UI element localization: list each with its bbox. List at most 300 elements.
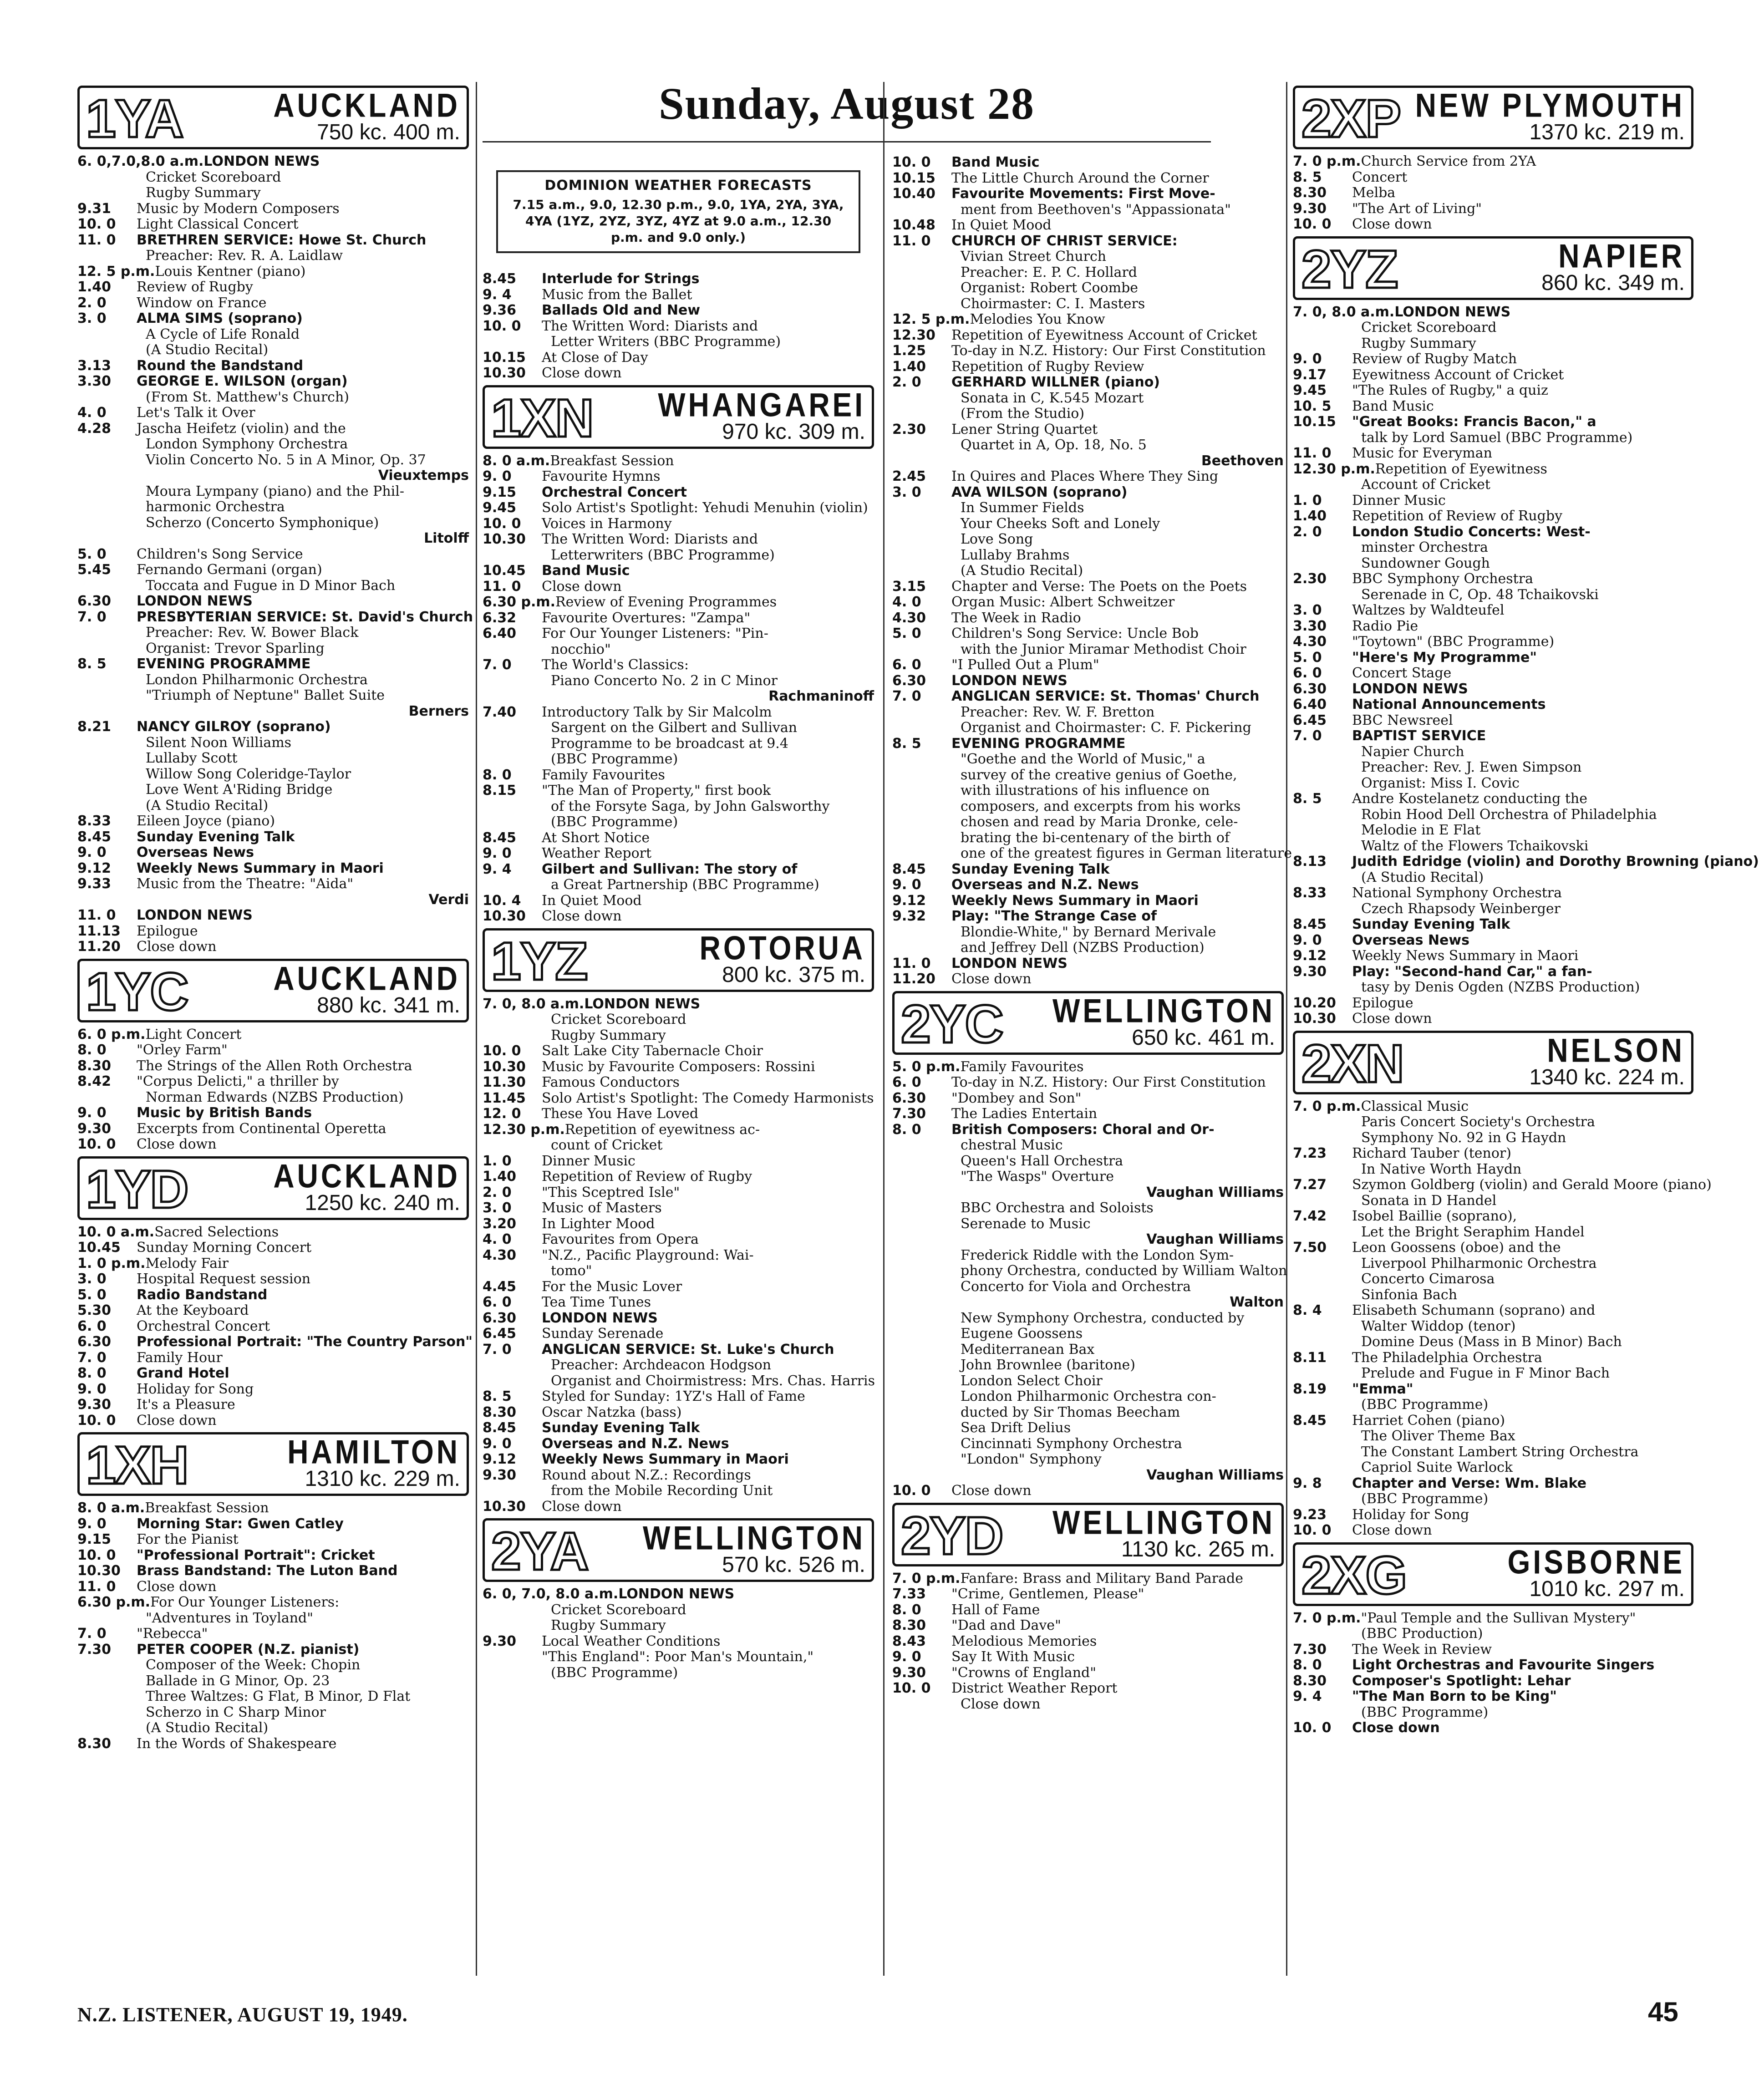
- programme-title: Review of Rugby: [137, 279, 253, 295]
- programme-time: 10.48: [892, 217, 935, 233]
- programme-entry: [483, 366, 874, 381]
- station-header: [1293, 1542, 1693, 1606]
- programme-time: 11.20: [77, 939, 121, 955]
- programme-time: 10.30: [483, 908, 526, 924]
- programme-time: 6. 0: [1293, 665, 1322, 681]
- programme-time: 9.30: [483, 1633, 517, 1649]
- programme-detail: Moura Lympany (piano) and the Phil-: [146, 483, 405, 499]
- programme-detail: Prelude and Fugue in F Minor Bach: [1361, 1365, 1610, 1381]
- programme-time: 1. 0 p.m.: [77, 1255, 146, 1271]
- programme-time: 6. 0: [483, 1294, 512, 1310]
- programme-entry: [77, 924, 469, 940]
- programme-time: 2.30: [892, 421, 926, 437]
- programme-time: 4.30: [892, 610, 926, 626]
- programme-title: Organ Music: Albert Schweitzer: [951, 594, 1175, 610]
- programme-entry: [483, 500, 874, 516]
- programme-entry: [483, 705, 874, 721]
- station-callsign: 2YZ: [1301, 239, 1398, 300]
- programme-title: "The Art of Living": [1352, 200, 1482, 217]
- programme-title: The Week in Review: [1352, 1641, 1492, 1658]
- programme-time: 9.12: [1293, 948, 1327, 964]
- programme-title: Play: "The Strange Case of: [951, 908, 1157, 924]
- programme-title: Favourites from Opera: [542, 1231, 699, 1247]
- station-city: HAMILTON: [287, 1433, 460, 1471]
- programme-entry: [77, 845, 469, 861]
- programme-entry: [483, 1091, 874, 1107]
- programme-entry: [892, 312, 1284, 328]
- programme-entry: [892, 1586, 1284, 1602]
- programme-title: Music from the Ballet: [542, 286, 692, 303]
- programme-detail: of the Forsyte Saga, by John Galsworthy: [551, 798, 830, 814]
- programme-time: 6.40: [1293, 697, 1327, 712]
- programme-title: GEORGE E. WILSON (organ): [137, 373, 348, 389]
- programme-detail: Lullaby Scott: [146, 750, 238, 766]
- station-frequency: 570 kc. 526 m.: [722, 1553, 865, 1577]
- programme-title: Melodies You Know: [970, 311, 1105, 327]
- station-callsign: 1YC: [86, 961, 188, 1022]
- programme-title: Voices in Harmony: [542, 515, 672, 532]
- programme-entry: [77, 154, 469, 170]
- programme-time: 10.40: [892, 186, 935, 202]
- station-info: [1407, 86, 1685, 144]
- programme-detail: Sonata in C, K.545 Mozart: [961, 390, 1144, 406]
- station-callsign: 1YA: [86, 89, 183, 149]
- station-city: WHANGAREI: [658, 386, 865, 423]
- station-city: WELLINGTON: [1052, 1503, 1275, 1541]
- programme-time: 11. 0: [77, 232, 116, 248]
- programme-title: Overseas and N.Z. News: [542, 1435, 729, 1452]
- programme-time: 10. 0 a.m.: [77, 1224, 155, 1240]
- programme-time: 5. 0: [77, 1286, 107, 1303]
- programme-time: 8. 0: [892, 1121, 921, 1138]
- programme-detail: A Cycle of Life Ronald: [146, 326, 300, 342]
- programme-entry: [77, 719, 469, 735]
- programme-time: 10.30: [483, 365, 526, 381]
- programme-time: 6.45: [483, 1326, 517, 1342]
- programme-time: 4.28: [77, 420, 112, 437]
- programme-detail: Ballade in G Minor, Op. 23: [146, 1673, 330, 1689]
- programme-time: 8. 0: [77, 1365, 107, 1381]
- programme-time: 9. 0: [483, 1435, 512, 1452]
- programme-detail: Czech Rhapsody Weinberger: [1361, 900, 1561, 917]
- station-header: [1293, 1031, 1693, 1094]
- programme-detail: nocchio": [551, 641, 611, 657]
- programme-time: 7. 0: [77, 1626, 107, 1642]
- programme-time: 6.30: [892, 672, 926, 689]
- page-number: 45: [1648, 1997, 1678, 2027]
- programme-title: In Quiet Mood: [951, 217, 1052, 233]
- programme-title: Harriet Cohen (piano): [1352, 1412, 1505, 1429]
- programme-entry: [1293, 351, 1693, 367]
- programme-time: 4. 0: [483, 1231, 512, 1247]
- programme-entry: [892, 171, 1284, 187]
- programme-title: "Toytown" (BBC Programme): [1352, 634, 1555, 650]
- programme-time: 11. 0: [892, 233, 931, 249]
- programme-entry: [1293, 1350, 1693, 1366]
- programme-entry: [1293, 728, 1693, 744]
- station-callsign: 1YZ: [491, 931, 587, 992]
- programme-entry: [1293, 634, 1693, 650]
- programme-entry: [1293, 948, 1693, 964]
- programme-time: 6. 0 p.m.: [77, 1026, 146, 1042]
- programme-time: 10.15: [483, 349, 526, 366]
- programme-detail: ducted by Sir Thomas Beecham: [961, 1404, 1180, 1420]
- programme-title: "Great Books: Francis Bacon," a: [1352, 414, 1596, 430]
- programme-time: 6.40: [483, 625, 517, 641]
- programme-time: 5.45: [77, 562, 112, 578]
- programme-time: 10.30: [483, 1058, 526, 1075]
- programme-time: 10.15: [892, 170, 935, 186]
- programme-time: 6. 0,7.0,8.0 a.m.: [77, 153, 204, 169]
- programme-entry: [1293, 305, 1693, 320]
- programme-time: 7.50: [1293, 1240, 1327, 1256]
- programme-time: 4. 0: [77, 405, 107, 421]
- programme-detail: Piano Concerto No. 2 in C Minor: [551, 672, 778, 689]
- programme-title: The World's Classics:: [542, 657, 689, 673]
- programme-title: In Quires and Places Where They Sing: [951, 468, 1219, 484]
- programme-entry: [1293, 185, 1693, 201]
- programme-entry: [483, 997, 874, 1012]
- programme-detail: Cricket Scoreboard: [146, 169, 281, 185]
- programme-entry: [1293, 1240, 1693, 1256]
- programme-title: Excerpts from Continental Operetta: [137, 1120, 386, 1137]
- programme-time: 9.45: [483, 500, 517, 516]
- programme-entry: [1293, 399, 1693, 415]
- programme-entry: [1293, 1658, 1693, 1673]
- programme-time: 4.45: [483, 1278, 517, 1295]
- programme-title: Chapter and Verse: Wm. Blake: [1352, 1475, 1586, 1491]
- programme-entry: [1293, 446, 1693, 462]
- programme-entry: [483, 783, 874, 799]
- programme-title: CHURCH OF CHRIST SERVICE:: [951, 233, 1178, 249]
- programme-time: 9. 0: [892, 1649, 921, 1665]
- publication-footer: N.Z. LISTENER, AUGUST 19, 1949.: [77, 2003, 408, 2026]
- page-title: Sunday, August 28: [658, 78, 1035, 129]
- programme-title: It's a Pleasure: [137, 1397, 235, 1413]
- station-frequency: 1130 kc. 265 m.: [1121, 1537, 1275, 1561]
- programme-entry: [483, 1122, 874, 1138]
- programme-title: Say It With Music: [951, 1649, 1075, 1665]
- programme-entry: [1293, 414, 1693, 430]
- programme-time: 3. 0: [77, 1271, 107, 1287]
- programme-title: The Written Word: Diarists and: [542, 531, 758, 547]
- programme-time: 8. 5: [1293, 169, 1322, 185]
- programme-entry: [1293, 650, 1693, 666]
- programme-entry: [77, 1225, 469, 1241]
- station-city: NELSON: [1547, 1031, 1685, 1069]
- programme-time: 8. 5: [892, 735, 921, 752]
- programme-entry: [892, 956, 1284, 972]
- programme-title: Waltzes by Waldteufel: [1352, 602, 1505, 618]
- programme-time: 6.32: [483, 610, 517, 626]
- programme-time: 8. 0 a.m.: [77, 1500, 145, 1516]
- programme-time: 9. 0: [77, 1515, 107, 1532]
- column-divider: [1286, 82, 1287, 1976]
- programme-detail: Mediterranean Bax: [961, 1341, 1095, 1358]
- programme-entry: [1293, 217, 1693, 233]
- programme-time: 5. 0: [892, 625, 921, 641]
- station-city: NAPIER: [1558, 237, 1685, 275]
- programme-detail: BBC Orchestra and Soloists: [961, 1200, 1154, 1216]
- programme-title: Fanfare: Brass and Military Band Parade: [960, 1570, 1243, 1586]
- programme-entry: [1293, 666, 1693, 681]
- programme-title: Sunday Serenade: [542, 1326, 664, 1342]
- programme-entry: [483, 1499, 874, 1515]
- programme-entry: [892, 579, 1284, 595]
- programme-title: Close down: [1352, 1522, 1432, 1538]
- programme-entry: [892, 610, 1284, 626]
- programme-time: 11. 0: [77, 1578, 116, 1595]
- programme-entry: [892, 1483, 1284, 1499]
- programme-detail: Sinfonia Bach: [1361, 1286, 1458, 1303]
- programme-detail: Sonata in D Handel: [1361, 1192, 1497, 1209]
- programme-entry: [77, 814, 469, 829]
- programme-entry: [1293, 854, 1759, 870]
- programme-entry: [892, 186, 1284, 202]
- programme-detail: Your Cheeks Soft and Lonely: [961, 515, 1160, 532]
- programme-detail: Serenade in C, Op. 48 Tchaikovski: [1361, 586, 1599, 603]
- programme-detail: chosen and read by Maria Dronke, cele-: [961, 814, 1238, 830]
- programme-time: 8. 5: [483, 1388, 512, 1404]
- programme-entry: [892, 343, 1284, 359]
- programme-time: 10. 0: [1293, 216, 1332, 232]
- programme-title: "Professional Portrait": Cricket: [137, 1547, 375, 1563]
- programme-time: 6.45: [1293, 712, 1327, 728]
- programme-entry: [483, 846, 874, 862]
- programme-title: Music for Everyman: [1352, 445, 1492, 461]
- programme-entry: [892, 626, 1284, 642]
- programme-time: 9. 0: [892, 877, 921, 893]
- programme-title: LONDON NEWS: [951, 672, 1068, 689]
- programme-entry: [483, 1436, 874, 1452]
- programme-time: 3. 0: [892, 484, 921, 500]
- programme-entry: [483, 579, 874, 595]
- programme-title: LONDON NEWS: [137, 593, 253, 609]
- programme-detail: Composer of the Week: Chopin: [146, 1657, 361, 1673]
- programme-time: 10.30: [77, 1563, 121, 1579]
- programme-title: Close down: [1352, 1011, 1432, 1027]
- programme-title: Holiday for Song: [1352, 1506, 1469, 1523]
- programme-entry: [1293, 571, 1693, 587]
- programme-detail: London Select Choir: [961, 1373, 1103, 1389]
- programme-time: 7. 0: [77, 1349, 107, 1366]
- programme-time: 8. 5: [1293, 791, 1322, 807]
- programme-entry: [77, 421, 469, 437]
- programme-title: "This Sceptred Isle": [542, 1184, 680, 1200]
- programme-entry: [483, 303, 874, 319]
- programme-title: Music by Favourite Composers: Rossini: [542, 1058, 815, 1075]
- programme-time: 12. 5 p.m.: [77, 263, 155, 280]
- programme-entry: [483, 1649, 874, 1665]
- programme-detail: New Symphony Orchestra, conducted by: [961, 1310, 1245, 1326]
- programme-entry: [483, 1279, 874, 1295]
- station-city: AUCKLAND: [273, 1157, 460, 1195]
- programme-entry: [892, 1122, 1284, 1138]
- programme-time: 5. 0: [1293, 649, 1322, 666]
- programme-entry: [1293, 791, 1693, 807]
- programme-title: In Lighter Mood: [542, 1215, 655, 1232]
- programme-title: "Corpus Delicti," a thriller by: [137, 1073, 339, 1089]
- programme-entry: [77, 908, 469, 924]
- programme-entry: [483, 909, 874, 925]
- programme-time: 7. 0 p.m.: [1293, 153, 1361, 169]
- programme-title: "This England": Poor Man's Mountain,": [542, 1649, 814, 1665]
- programme-detail: (BBC Programme): [551, 814, 678, 830]
- programme-title: BBC Newsreel: [1352, 712, 1453, 728]
- programme-detail: survey of the creative genius of Goethe,: [961, 767, 1237, 783]
- programme-time: 9. 0: [483, 468, 512, 484]
- programme-title: Round about N.Z.: Recordings: [542, 1467, 751, 1483]
- composer-credit: Vaughan Williams: [1146, 1184, 1284, 1200]
- composer-credit: Vaughan Williams: [1146, 1467, 1284, 1483]
- station-city: WELLINGTON: [643, 1519, 865, 1557]
- programme-time: 10. 0: [892, 154, 931, 170]
- programme-detail: (BBC Production): [1361, 1626, 1483, 1642]
- programme-title: LONDON NEWS: [137, 907, 253, 923]
- programme-entry: [483, 1043, 874, 1059]
- programme-detail: Napier Church: [1361, 743, 1464, 760]
- programme-title: Favourite Hymns: [542, 468, 661, 484]
- programme-detail: "London" Symphony: [961, 1451, 1102, 1467]
- programme-time: 7.27: [1293, 1177, 1327, 1193]
- programme-entry: [77, 1579, 469, 1595]
- programme-title: Let's Talk it Over: [137, 405, 255, 421]
- programme-detail: Preacher: E. P. C. Hollard: [961, 264, 1137, 280]
- programme-entry: [77, 1563, 469, 1579]
- programme-title: Round the Bandstand: [137, 357, 304, 374]
- programme-title: Louis Kentner (piano): [155, 263, 306, 280]
- station-info: [593, 929, 865, 987]
- programme-time: 8.42: [77, 1073, 112, 1089]
- programme-detail: Willow Song Coleridge-Taylor: [146, 766, 351, 782]
- programme-entry: [892, 422, 1284, 438]
- station-header: [483, 385, 874, 449]
- programme-time: 2.45: [892, 468, 926, 484]
- programme-entry: [77, 1105, 469, 1121]
- programme-entry: [77, 876, 469, 892]
- programme-entry: [1293, 917, 1693, 933]
- programme-detail: composers, and excerpts from his works: [961, 798, 1241, 814]
- programme-title: Close down: [137, 1578, 217, 1595]
- station-frequency: 1010 kc. 297 m.: [1529, 1576, 1685, 1601]
- programme-entry: [892, 971, 1284, 987]
- programme-entry: [77, 264, 469, 280]
- programme-title: Leon Goossens (oboe) and the: [1352, 1240, 1561, 1256]
- programme-detail: Violin Concerto No. 5 in A Minor, Op. 37: [146, 452, 426, 468]
- programme-title: BRETHREN SERVICE: Howe St. Church: [137, 232, 427, 248]
- programme-title: PRESBYTERIAN SERVICE: St. David's Church: [137, 609, 473, 625]
- programme-time: 1.40: [892, 358, 926, 375]
- programme-title: Close down: [951, 1483, 1032, 1499]
- programme-detail: Norman Edwards (NZBS Production): [146, 1089, 404, 1105]
- programme-entry: [1293, 1673, 1693, 1689]
- programme-entry: [483, 469, 874, 485]
- programme-time: 3. 0: [77, 310, 107, 326]
- programme-entry: [1293, 1011, 1693, 1027]
- programme-title: Local Weather Conditions: [542, 1633, 721, 1649]
- programme-entry: [1293, 996, 1693, 1012]
- programme-entry: [77, 1027, 469, 1043]
- programme-entry: [892, 1091, 1284, 1107]
- programme-detail: Melodie in E Flat: [1361, 822, 1481, 838]
- station-frequency: 1370 kc. 219 m.: [1529, 120, 1685, 144]
- programme-detail: In Native Worth Haydn: [1361, 1161, 1522, 1177]
- programme-detail: minster Orchestra: [1361, 539, 1488, 555]
- programme-time: 8.30: [1293, 1673, 1327, 1689]
- programme-time: 3.13: [77, 357, 112, 374]
- programme-title: Grand Hotel: [137, 1365, 229, 1381]
- programme-title: EVENING PROGRAMME: [137, 656, 311, 672]
- programme-entry: [892, 1649, 1284, 1665]
- programme-title: LONDON NEWS: [618, 1586, 735, 1602]
- programme-title: Oscar Natzka (bass): [542, 1404, 682, 1420]
- programme-title: Close down: [542, 1498, 622, 1515]
- programme-title: Solo Artist's Spotlight: The Comedy Harmonists: [542, 1090, 874, 1106]
- programme-title: National Symphony Orchestra: [1352, 885, 1562, 901]
- programme-detail: Organist: Trevor Sparling: [146, 640, 325, 656]
- programme-entry: [1293, 681, 1693, 697]
- programme-title: Children's Song Service: [137, 546, 303, 562]
- programme-title: Close down: [542, 908, 622, 924]
- programme-detail: Letter Writers (BBC Programme): [551, 334, 781, 350]
- programme-entry: [483, 1059, 874, 1075]
- programme-entry: [77, 861, 469, 877]
- programme-detail: (BBC Programme): [551, 751, 678, 767]
- programme-entry: [892, 1059, 1284, 1075]
- programme-detail: from the Mobile Recording Unit: [551, 1483, 773, 1499]
- programme-title: "Paul Temple and the Sullivan Mystery": [1361, 1610, 1636, 1626]
- programme-detail: Walter Widdop (tenor): [1361, 1318, 1516, 1334]
- programme-detail: (A Studio Recital): [1361, 869, 1484, 885]
- programme-entry: [483, 1342, 874, 1358]
- programme-title: Morning Star: Gwen Catley: [137, 1515, 344, 1532]
- programme-time: 10. 0: [77, 216, 116, 232]
- programme-time: 9.33: [77, 876, 112, 892]
- programme-time: 9.30: [77, 1120, 112, 1137]
- programme-title: "I Pulled Out a Plum": [951, 657, 1099, 673]
- programme-title: Isobel Baillie (soprano),: [1352, 1208, 1517, 1224]
- programme-time: 11.30: [483, 1074, 526, 1090]
- programme-time: 2. 0: [483, 1184, 512, 1200]
- programme-time: 9. 4: [483, 861, 512, 877]
- programme-entry: [483, 830, 874, 846]
- programme-title: Music from the Theatre: "Aida": [137, 876, 354, 892]
- station-info: [194, 1157, 460, 1215]
- programme-title: Review of Evening Programmes: [555, 594, 777, 610]
- programme-title: Epilogue: [137, 923, 198, 939]
- programme-title: Lener String Quartet: [951, 421, 1098, 437]
- programme-time: 11. 0: [892, 955, 931, 971]
- programme-title: LONDON NEWS: [584, 996, 701, 1012]
- programme-time: 12. 0: [483, 1106, 521, 1122]
- programme-entry: [483, 1468, 874, 1484]
- programme-title: Close down: [137, 1136, 217, 1152]
- programme-title: Repetition of eyewitness ac-: [564, 1121, 760, 1138]
- programme-entry: [892, 673, 1284, 689]
- weather-forecast-box: [496, 170, 860, 253]
- programme-entry: [77, 1626, 469, 1642]
- programme-title: Interlude for Strings: [542, 271, 700, 287]
- programme-time: 6.30: [892, 1090, 926, 1106]
- programme-entry: [77, 1303, 469, 1319]
- programme-title: Gilbert and Sullivan: The story of: [542, 861, 798, 877]
- programme-title: Famous Conductors: [542, 1074, 680, 1090]
- programme-time: 9.30: [1293, 963, 1327, 980]
- programme-entry: [77, 1256, 469, 1272]
- programme-time: 8.45: [1293, 1412, 1327, 1429]
- programme-entry: [892, 1618, 1284, 1634]
- programme-time: 8.45: [1293, 916, 1327, 932]
